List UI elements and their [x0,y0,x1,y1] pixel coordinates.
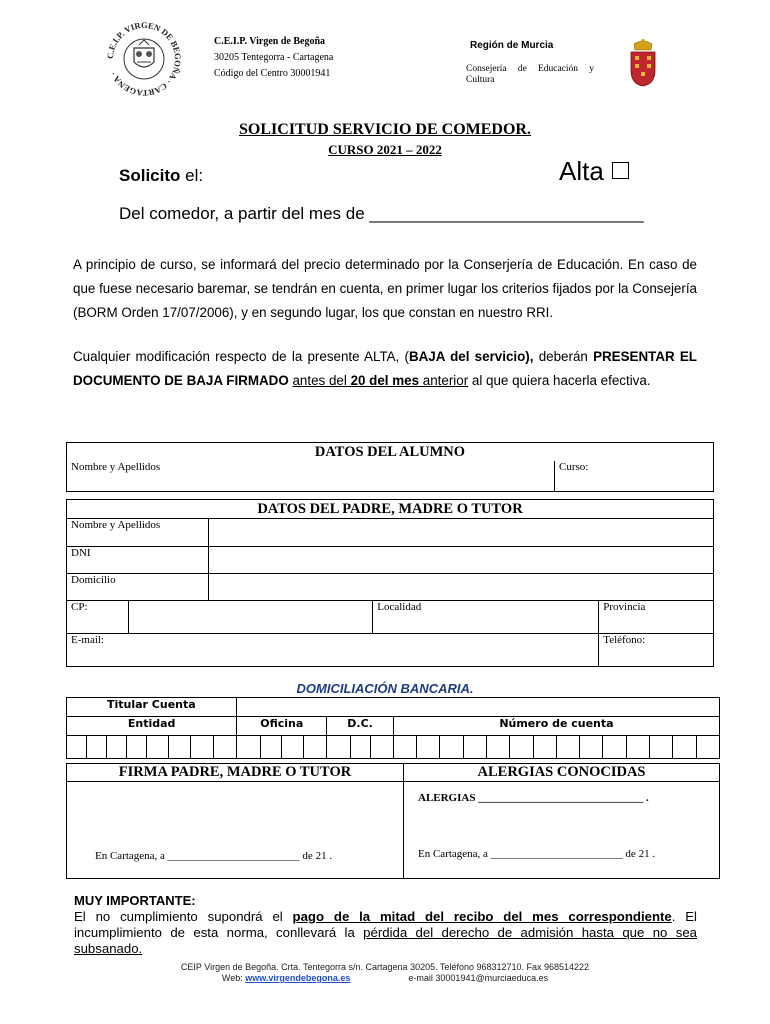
phone-label: Teléfono: [603,634,646,646]
region-crest-logo [628,38,658,88]
course-year: CURSO 2021 – 2022 [328,142,442,157]
region-info [466,40,594,86]
parent-name-field[interactable] [209,519,714,547]
p2-20-mes: 20 del mes [350,373,420,388]
account-digit-box[interactable] [350,736,370,759]
email-field[interactable] [67,634,599,667]
account-digit-box[interactable] [147,736,168,759]
dc-label: D.C. [347,717,373,730]
signature-area[interactable] [67,782,404,879]
entity-label: Entidad [127,717,176,730]
parent-header: DATOS DEL PADRE, MADRE O TUTOR [67,500,714,519]
account-digit-box[interactable] [127,736,147,759]
svg-text:C.E.I.P. VIRGEN DE BEGOÑA · CA: C.E.I.P. VIRGEN DE BEGOÑA · CARTAGENA · [104,19,184,99]
account-digit-box[interactable] [303,736,326,759]
parent-name-label: Nombre y Apellidos [71,519,161,531]
dni-label-cell [67,547,209,574]
solicito-line [119,166,203,186]
signature-allergy-table [66,763,720,879]
footer-email: e-mail 30001941@murciaeduca.es [408,973,549,983]
account-holder-field[interactable] [237,698,720,717]
school-address: 30205 Tentegorra - Cartagena [214,52,334,63]
dni-field[interactable] [209,547,714,574]
student-header: DATOS DEL ALUMNO [67,443,714,462]
footer-web-label: Web: [221,973,246,983]
important-d: pérdida del derecho de admisión hasta que no sea subsanado. [74,925,697,956]
region-name: Región de Murcia [470,40,554,51]
account-digit-box[interactable] [440,736,463,759]
account-digit-box[interactable] [87,736,107,759]
student-name-label: Nombre y Apellidos [71,461,161,473]
footer-address: CEIP Virgen de Begoña. Crta. Tentegorra s/n. Cartagena 30205. Teléfono 968312710. Fax 968514222 [180,962,590,972]
bank-section-title: DOMICILIACIÓN BANCARIA. [296,681,474,696]
phone-field[interactable] [599,634,714,667]
account-digit-box[interactable] [168,736,190,759]
account-digit-box[interactable] [214,736,237,759]
school-seal-logo [103,18,185,100]
account-holder-label: Titular Cuenta [107,698,196,711]
account-digit-box[interactable] [190,736,213,759]
account-digit-box[interactable] [626,736,649,759]
city-label: Localidad [377,601,422,613]
account-number-label: Número de cuenta [499,717,614,730]
email-label: E-mail: [71,634,104,646]
account-digit-box[interactable] [67,736,87,759]
allergies-place-date: En Cartagena, a ________________________ de 21 . [418,848,656,860]
account-digit-box[interactable] [463,736,486,759]
important-text [74,909,697,957]
account-digit-box[interactable] [673,736,696,759]
p2-deadline [292,373,468,388]
pricing-paragraph: A principio de curso, se informará del precio determinado por la Conserjería de Educación. En caso de que fuese necesario baremar, se tendrán en cuenta, en primer lugar los criterios fijados por la Consejería (BORM Orden 17/07/2006), y en segundo lugar, los que constan en nuestro RRI. [73,257,697,320]
account-digit-box[interactable] [237,736,260,759]
cp-field[interactable] [128,601,372,634]
important-a: El no cumplimiento supondrá el [74,909,293,924]
center-code: Código del Centro 30001941 [214,68,331,79]
document-title: SOLICITUD SERVICIO DE COMEDOR. [239,121,531,138]
account-digit-box[interactable] [370,736,393,759]
alta-checkbox[interactable] [612,162,629,179]
account-digit-box[interactable] [260,736,281,759]
office-label: Oficina [260,717,304,730]
student-course-label: Curso: [559,461,589,473]
important-b: pago de la mitad del recibo del mes correspondiente [292,909,672,924]
cancellation-paragraph [73,345,697,393]
account-holder-label-cell [67,698,237,717]
account-digit-box[interactable] [510,736,533,759]
parent-name-label-cell [67,519,209,547]
important-title: MUY IMPORTANTE: [74,893,196,908]
footer-web-link[interactable]: www.virgendebegona.es [245,973,351,983]
alta-option[interactable] [559,156,629,187]
student-data-table [66,442,714,492]
address-label-cell [67,574,209,601]
allergies-area[interactable] [404,782,720,879]
account-digit-box[interactable] [327,736,350,759]
p2-text-c: deberán [533,349,594,364]
solicito-suffix: el: [180,166,204,185]
school-name: C.E.I.P. Virgen de Begoña [214,36,326,47]
account-digit-box[interactable] [580,736,603,759]
solicito-label: Solicito [119,166,181,185]
parent-data-table [66,499,714,667]
account-digit-box[interactable] [107,736,127,759]
province-label: Provincia [603,601,646,613]
account-digits-row [67,736,720,759]
student-name-field[interactable] [67,461,555,492]
signature-header: FIRMA PADRE, MADRE O TUTOR [67,764,404,782]
account-digit-box[interactable] [487,736,510,759]
dc-header [327,717,394,736]
p2-presentar: PRESENTAR EL DOCUMENTO DE BAJA FIRMADO [73,349,697,388]
account-digit-box[interactable] [603,736,626,759]
city-field[interactable] [373,601,599,634]
p2-text-i: al que quiera hacerla efectiva. [468,373,651,388]
alta-label: Alta [559,156,604,186]
account-digit-box[interactable] [556,736,579,759]
from-month-line[interactable]: Del comedor, a partir del mes de _____________________________ [119,204,644,223]
address-field[interactable] [209,574,714,601]
signature-place-date: En Cartagena, a ________________________ de 21 . [95,850,333,862]
address-label: Domicilio [71,574,116,586]
province-field[interactable] [599,601,714,634]
dni-label: DNI [71,547,91,559]
p2-anterior: anterior [419,373,469,388]
important-c: . El incumplimiento de esta norma, conllevará la [74,909,697,940]
p2-baja: BAJA del servicio), [408,349,534,364]
office-header [237,717,327,736]
account-digit-box[interactable] [281,736,303,759]
account-number-header [393,717,719,736]
footer-contact [0,973,770,983]
bank-data-table [66,697,720,759]
school-info [214,34,333,82]
account-digit-box[interactable] [650,736,673,759]
student-course-field[interactable] [555,461,714,492]
entity-header [67,717,237,736]
p2-text-a: Cualquier modificación respecto de la presente ALTA, ( [73,349,409,364]
allergies-header: ALERGIAS CONOCIDAS [404,764,720,782]
account-digit-box[interactable] [696,736,719,759]
allergies-line[interactable]: ALERGIAS ______________________________ . [418,792,649,804]
account-digit-box[interactable] [533,736,556,759]
account-digit-box[interactable] [417,736,440,759]
cp-label-cell [67,601,129,634]
department-name: Consejería de Educación y Cultura [466,64,594,85]
cp-label: CP: [71,601,88,613]
account-digit-box[interactable] [393,736,416,759]
p2-antes: antes del [292,373,351,388]
